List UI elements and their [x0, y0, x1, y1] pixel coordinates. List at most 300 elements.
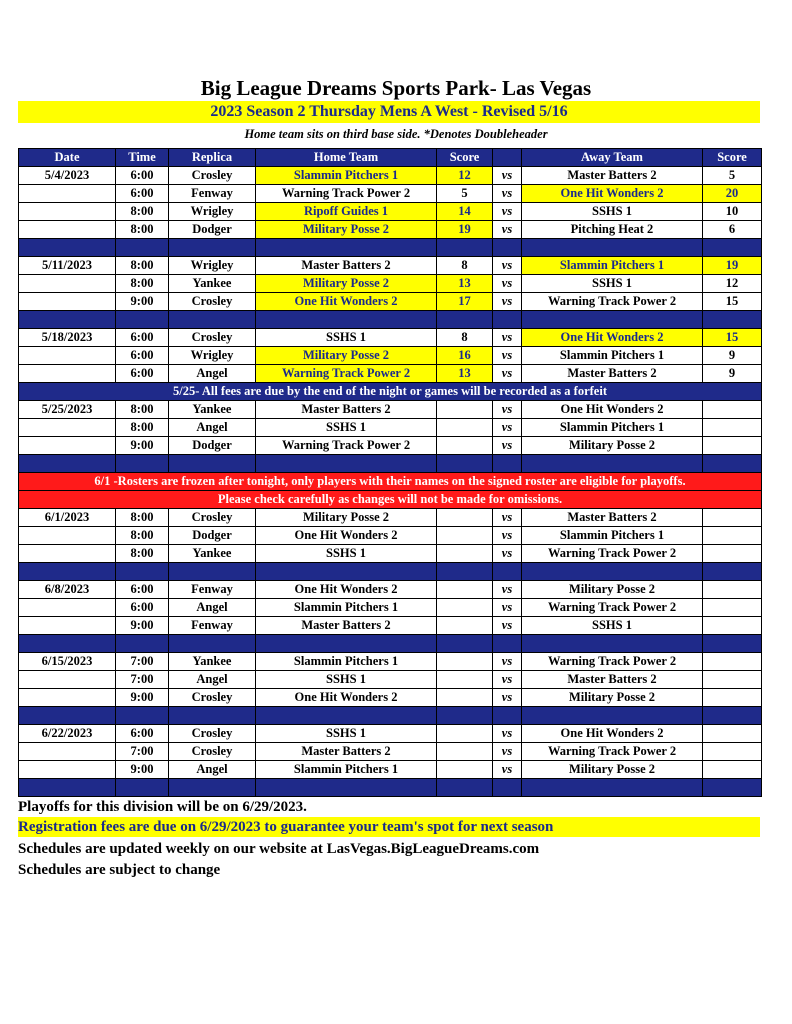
separator-cell: [522, 455, 703, 473]
vs-label: vs: [493, 203, 522, 221]
game-replica: Yankee: [169, 401, 256, 419]
away-team: Warning Track Power 2: [522, 599, 703, 617]
separator-cell: [437, 563, 493, 581]
game-replica: Angel: [169, 671, 256, 689]
separator-cell: [493, 455, 522, 473]
week-separator-row: [19, 311, 762, 329]
away-team: SSHS 1: [522, 617, 703, 635]
home-team: SSHS 1: [256, 671, 437, 689]
game-replica: Crosley: [169, 689, 256, 707]
game-replica: Crosley: [169, 329, 256, 347]
separator-cell: [19, 563, 116, 581]
away-team: Military Posse 2: [522, 437, 703, 455]
separator-cell: [703, 239, 762, 257]
home-score: 5: [437, 185, 493, 203]
vs-label: vs: [493, 401, 522, 419]
away-team: Warning Track Power 2: [522, 653, 703, 671]
separator-cell: [437, 311, 493, 329]
separator-cell: [493, 563, 522, 581]
week-separator-row: [19, 779, 762, 797]
home-score: [437, 653, 493, 671]
away-team: Warning Track Power 2: [522, 545, 703, 563]
game-time: 8:00: [116, 221, 169, 239]
away-score: 6: [703, 221, 762, 239]
game-replica: Dodger: [169, 221, 256, 239]
table-header-row: [19, 149, 762, 167]
game-time: 8:00: [116, 203, 169, 221]
home-team: SSHS 1: [256, 545, 437, 563]
vs-label: vs: [493, 347, 522, 365]
away-team: Pitching Heat 2: [522, 221, 703, 239]
game-date: [19, 437, 116, 455]
game-date: 5/4/2023: [19, 167, 116, 185]
game-replica: Yankee: [169, 275, 256, 293]
game-replica: Wrigley: [169, 203, 256, 221]
game-date: 5/25/2023: [19, 401, 116, 419]
schedule-change-note: Schedules are subject to change: [18, 862, 221, 878]
game-time: 9:00: [116, 437, 169, 455]
game-row: [19, 203, 762, 221]
away-score: [703, 671, 762, 689]
separator-cell: [437, 635, 493, 653]
game-row: [19, 185, 762, 203]
home-team: Military Posse 2: [256, 347, 437, 365]
away-score: 15: [703, 293, 762, 311]
game-replica: Crosley: [169, 509, 256, 527]
away-score: 9: [703, 365, 762, 383]
game-time: 6:00: [116, 365, 169, 383]
page-title: Big League Dreams Sports Park- Las Vegas: [200, 76, 592, 100]
game-row: [19, 617, 762, 635]
separator-cell: [703, 563, 762, 581]
vs-label: vs: [493, 581, 522, 599]
vs-label: vs: [493, 545, 522, 563]
game-replica: Fenway: [169, 617, 256, 635]
home-score: 8: [437, 329, 493, 347]
game-date: [19, 527, 116, 545]
game-row: [19, 275, 762, 293]
game-date: [19, 275, 116, 293]
home-score: 8: [437, 257, 493, 275]
header-replica: Replica: [169, 149, 256, 167]
game-row: [19, 653, 762, 671]
roster-notice-row: [19, 473, 762, 491]
game-time: 6:00: [116, 725, 169, 743]
away-score: [703, 617, 762, 635]
game-time: 9:00: [116, 689, 169, 707]
away-team: Master Batters 2: [522, 509, 703, 527]
game-time: 8:00: [116, 257, 169, 275]
game-date: [19, 545, 116, 563]
separator-cell: [116, 707, 169, 725]
separator-cell: [19, 311, 116, 329]
home-team: Master Batters 2: [256, 617, 437, 635]
vs-label: vs: [493, 185, 522, 203]
home-team: Warning Track Power 2: [256, 437, 437, 455]
separator-cell: [493, 707, 522, 725]
home-team: SSHS 1: [256, 329, 437, 347]
separator-cell: [19, 707, 116, 725]
vs-label: vs: [493, 743, 522, 761]
fee-notice: 5/25- All fees are due by the end of the night or games will be recorded as a forfeit: [19, 383, 762, 401]
game-replica: Crosley: [169, 167, 256, 185]
season-subtitle: 2023 Season 2 Thursday Mens A West - Revised 5/16: [18, 101, 760, 123]
game-time: 6:00: [116, 329, 169, 347]
game-replica: Angel: [169, 419, 256, 437]
home-team: Slammin Pitchers 1: [256, 653, 437, 671]
game-row: [19, 581, 762, 599]
away-score: [703, 419, 762, 437]
home-score: [437, 545, 493, 563]
away-team: SSHS 1: [522, 203, 703, 221]
vs-label: vs: [493, 365, 522, 383]
separator-cell: [169, 707, 256, 725]
game-row: [19, 347, 762, 365]
separator-cell: [256, 707, 437, 725]
game-replica: Crosley: [169, 293, 256, 311]
registration-note: Registration fees are due on 6/29/2023 to guarantee your team's spot for next season: [18, 817, 760, 837]
vs-label: vs: [493, 437, 522, 455]
game-date: [19, 599, 116, 617]
game-row: [19, 329, 762, 347]
game-date: [19, 347, 116, 365]
game-time: 7:00: [116, 671, 169, 689]
game-row: [19, 761, 762, 779]
away-team: One Hit Wonders 2: [522, 725, 703, 743]
separator-cell: [703, 311, 762, 329]
header-away-score: Score: [703, 149, 762, 167]
separator-cell: [19, 635, 116, 653]
separator-cell: [522, 239, 703, 257]
away-team: Master Batters 2: [522, 167, 703, 185]
game-date: [19, 293, 116, 311]
away-score: [703, 761, 762, 779]
home-score: [437, 509, 493, 527]
game-row: [19, 671, 762, 689]
roster-notice: Please check carefully as changes will not be made for omissions.: [19, 491, 762, 509]
separator-cell: [437, 239, 493, 257]
separator-cell: [116, 311, 169, 329]
game-replica: Crosley: [169, 725, 256, 743]
game-replica: Yankee: [169, 653, 256, 671]
away-score: [703, 509, 762, 527]
week-separator-row: [19, 455, 762, 473]
home-team: Ripoff Guides 1: [256, 203, 437, 221]
home-score: [437, 419, 493, 437]
away-team: One Hit Wonders 2: [522, 401, 703, 419]
separator-cell: [116, 635, 169, 653]
game-row: [19, 599, 762, 617]
home-team: One Hit Wonders 2: [256, 293, 437, 311]
vs-label: vs: [493, 167, 522, 185]
away-team: Slammin Pitchers 1: [522, 527, 703, 545]
separator-cell: [256, 455, 437, 473]
game-row: [19, 401, 762, 419]
away-score: 12: [703, 275, 762, 293]
separator-cell: [169, 455, 256, 473]
home-score: [437, 437, 493, 455]
game-time: 6:00: [116, 347, 169, 365]
home-score: [437, 725, 493, 743]
week-separator-row: [19, 707, 762, 725]
game-date: 6/22/2023: [19, 725, 116, 743]
roster-notice-row: [19, 491, 762, 509]
separator-cell: [522, 311, 703, 329]
game-row: [19, 437, 762, 455]
game-date: [19, 761, 116, 779]
vs-label: vs: [493, 653, 522, 671]
separator-cell: [493, 311, 522, 329]
game-replica: Fenway: [169, 581, 256, 599]
game-date: [19, 185, 116, 203]
game-replica: Dodger: [169, 527, 256, 545]
game-time: 6:00: [116, 599, 169, 617]
away-score: 19: [703, 257, 762, 275]
separator-cell: [19, 455, 116, 473]
home-score: [437, 689, 493, 707]
separator-cell: [493, 635, 522, 653]
game-time: 8:00: [116, 401, 169, 419]
game-date: [19, 743, 116, 761]
away-score: [703, 725, 762, 743]
game-row: [19, 365, 762, 383]
away-team: Military Posse 2: [522, 761, 703, 779]
home-team: Master Batters 2: [256, 743, 437, 761]
separator-cell: [493, 239, 522, 257]
home-score: [437, 743, 493, 761]
game-time: 6:00: [116, 167, 169, 185]
away-score: [703, 437, 762, 455]
away-score: [703, 545, 762, 563]
game-time: 9:00: [116, 293, 169, 311]
separator-cell: [256, 563, 437, 581]
game-date: 6/15/2023: [19, 653, 116, 671]
home-team: Slammin Pitchers 1: [256, 761, 437, 779]
home-team: One Hit Wonders 2: [256, 581, 437, 599]
roster-notice: 6/1 -Rosters are frozen after tonight, only players with their names on the signed roster are eligible for playoffs.: [19, 473, 762, 491]
separator-cell: [256, 635, 437, 653]
game-time: 8:00: [116, 509, 169, 527]
separator-cell: [116, 563, 169, 581]
game-row: [19, 689, 762, 707]
game-replica: Angel: [169, 365, 256, 383]
away-score: [703, 653, 762, 671]
game-date: [19, 221, 116, 239]
game-time: 7:00: [116, 743, 169, 761]
game-replica: Wrigley: [169, 257, 256, 275]
game-time: 8:00: [116, 545, 169, 563]
home-team: Slammin Pitchers 1: [256, 167, 437, 185]
game-date: [19, 419, 116, 437]
separator-cell: [256, 779, 437, 797]
away-score: [703, 401, 762, 419]
game-date: 6/8/2023: [19, 581, 116, 599]
game-row: [19, 221, 762, 239]
separator-cell: [703, 779, 762, 797]
playoffs-note: Playoffs for this division will be on 6/29/2023.: [18, 799, 307, 815]
home-score: [437, 401, 493, 419]
away-team: Slammin Pitchers 1: [522, 347, 703, 365]
schedule-body: [19, 167, 762, 797]
game-replica: Angel: [169, 599, 256, 617]
separator-cell: [703, 635, 762, 653]
home-score: 14: [437, 203, 493, 221]
separator-cell: [437, 455, 493, 473]
home-score: 17: [437, 293, 493, 311]
away-team: Military Posse 2: [522, 689, 703, 707]
vs-label: vs: [493, 275, 522, 293]
separator-cell: [437, 779, 493, 797]
game-replica: Crosley: [169, 743, 256, 761]
separator-cell: [256, 311, 437, 329]
game-row: [19, 419, 762, 437]
vs-label: vs: [493, 419, 522, 437]
separator-cell: [703, 707, 762, 725]
game-row: [19, 293, 762, 311]
separator-cell: [703, 455, 762, 473]
separator-cell: [19, 779, 116, 797]
vs-label: vs: [493, 221, 522, 239]
home-team: One Hit Wonders 2: [256, 689, 437, 707]
home-team-note: Home team sits on third base side. *Denotes Doubleheader: [244, 127, 548, 141]
game-date: [19, 203, 116, 221]
vs-label: vs: [493, 329, 522, 347]
separator-cell: [169, 635, 256, 653]
away-team: Slammin Pitchers 1: [522, 257, 703, 275]
away-score: 5: [703, 167, 762, 185]
separator-cell: [522, 563, 703, 581]
away-score: 15: [703, 329, 762, 347]
header-vs: [493, 149, 522, 167]
game-date: [19, 689, 116, 707]
away-team: Slammin Pitchers 1: [522, 419, 703, 437]
vs-label: vs: [493, 293, 522, 311]
header-date: Date: [19, 149, 116, 167]
game-row: [19, 743, 762, 761]
home-score: [437, 761, 493, 779]
home-team: Military Posse 2: [256, 275, 437, 293]
away-team: Master Batters 2: [522, 365, 703, 383]
vs-label: vs: [493, 509, 522, 527]
game-time: 9:00: [116, 761, 169, 779]
away-team: Military Posse 2: [522, 581, 703, 599]
away-team: Warning Track Power 2: [522, 743, 703, 761]
away-team: Warning Track Power 2: [522, 293, 703, 311]
vs-label: vs: [493, 671, 522, 689]
home-score: 19: [437, 221, 493, 239]
home-team: SSHS 1: [256, 725, 437, 743]
separator-cell: [19, 239, 116, 257]
separator-cell: [522, 635, 703, 653]
game-date: [19, 617, 116, 635]
game-time: 8:00: [116, 275, 169, 293]
game-row: [19, 509, 762, 527]
away-team: SSHS 1: [522, 275, 703, 293]
header-time: Time: [116, 149, 169, 167]
game-time: 6:00: [116, 185, 169, 203]
vs-label: vs: [493, 617, 522, 635]
away-score: [703, 581, 762, 599]
away-score: 10: [703, 203, 762, 221]
week-separator-row: [19, 635, 762, 653]
separator-cell: [522, 707, 703, 725]
game-replica: Yankee: [169, 545, 256, 563]
separator-cell: [116, 455, 169, 473]
home-team: Military Posse 2: [256, 221, 437, 239]
game-replica: Dodger: [169, 437, 256, 455]
game-row: [19, 167, 762, 185]
away-team: One Hit Wonders 2: [522, 185, 703, 203]
vs-label: vs: [493, 257, 522, 275]
home-team: Warning Track Power 2: [256, 185, 437, 203]
home-team: One Hit Wonders 2: [256, 527, 437, 545]
away-score: 20: [703, 185, 762, 203]
separator-cell: [437, 707, 493, 725]
home-team: Warning Track Power 2: [256, 365, 437, 383]
website-note: Schedules are updated weekly on our website at LasVegas.BigLeagueDreams.com: [18, 841, 540, 857]
header-home-score: Score: [437, 149, 493, 167]
week-separator-row: [19, 563, 762, 581]
separator-cell: [493, 779, 522, 797]
home-score: [437, 527, 493, 545]
game-time: 7:00: [116, 653, 169, 671]
home-score: 12: [437, 167, 493, 185]
game-replica: Fenway: [169, 185, 256, 203]
game-row: [19, 545, 762, 563]
game-time: 6:00: [116, 581, 169, 599]
separator-cell: [169, 779, 256, 797]
separator-cell: [116, 239, 169, 257]
home-score: [437, 617, 493, 635]
home-score: 16: [437, 347, 493, 365]
away-score: [703, 599, 762, 617]
away-team: Master Batters 2: [522, 671, 703, 689]
game-row: [19, 725, 762, 743]
schedule-table: [18, 148, 762, 797]
home-team: Military Posse 2: [256, 509, 437, 527]
separator-cell: [116, 779, 169, 797]
vs-label: vs: [493, 527, 522, 545]
home-team: SSHS 1: [256, 419, 437, 437]
game-date: [19, 365, 116, 383]
away-score: [703, 527, 762, 545]
header-home-team: Home Team: [256, 149, 437, 167]
game-time: 8:00: [116, 527, 169, 545]
game-row: [19, 527, 762, 545]
separator-cell: [169, 563, 256, 581]
home-score: [437, 581, 493, 599]
vs-label: vs: [493, 689, 522, 707]
separator-cell: [169, 239, 256, 257]
away-score: [703, 743, 762, 761]
home-score: 13: [437, 275, 493, 293]
game-replica: Wrigley: [169, 347, 256, 365]
week-separator-row: [19, 239, 762, 257]
game-time: 9:00: [116, 617, 169, 635]
away-score: [703, 689, 762, 707]
game-date: 5/11/2023: [19, 257, 116, 275]
home-team: Master Batters 2: [256, 257, 437, 275]
separator-cell: [256, 239, 437, 257]
separator-cell: [522, 779, 703, 797]
home-score: [437, 671, 493, 689]
game-time: 8:00: [116, 419, 169, 437]
game-date: [19, 671, 116, 689]
vs-label: vs: [493, 761, 522, 779]
header-away-team: Away Team: [522, 149, 703, 167]
game-date: 5/18/2023: [19, 329, 116, 347]
home-score: [437, 599, 493, 617]
